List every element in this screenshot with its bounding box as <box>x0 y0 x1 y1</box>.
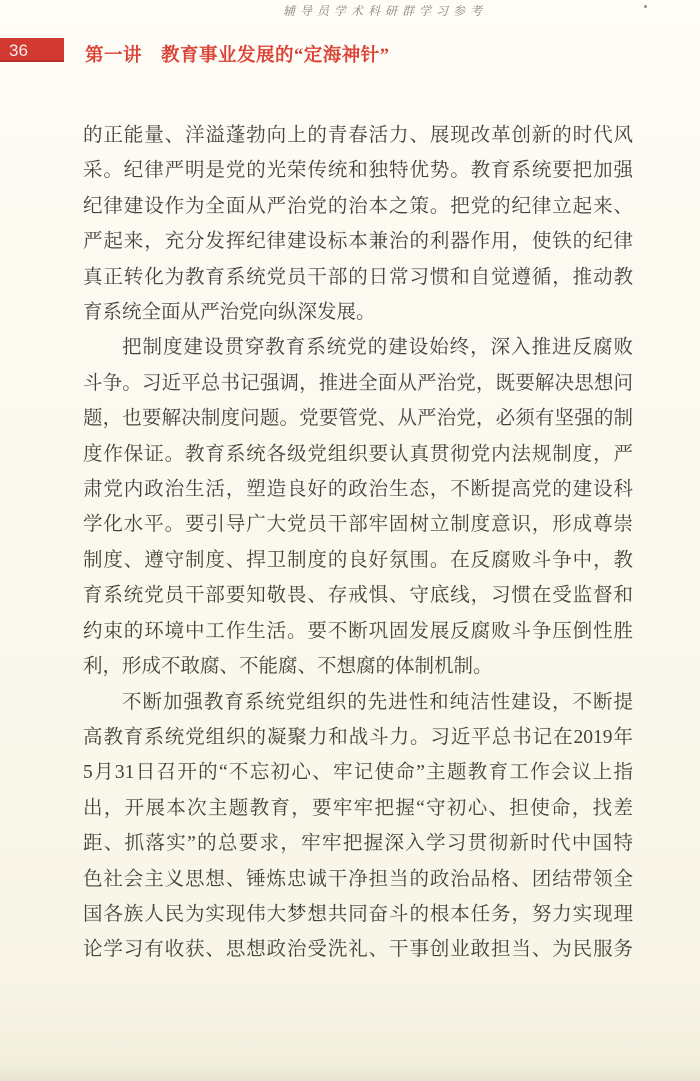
text-line: 采。纪律严明是党的光荣传统和独特优势。教育系统要把加强 <box>83 160 633 182</box>
text-line: 制度、遵守制度、捍卫制度的良好氛围。在反腐败斗争中，教 <box>83 549 633 571</box>
text-line: 肃党内政治生活，塑造良好的政治生态，不断提高党的建设科 <box>83 479 633 501</box>
text-line: 育系统全面从严治党向纵深发展。 <box>83 302 376 324</box>
body-text <box>83 118 633 968</box>
text-line: 出，开展本次主题教育，要牢牢把握“守初心、担使命，找差 <box>83 797 633 819</box>
text-line: 题，也要解决制度问题。党要管党、从严治党，必须有坚强的制 <box>83 408 633 430</box>
text-line: 纪律建设作为全面从严治党的治本之策。把党的纪律立起来、 <box>83 195 633 217</box>
text-line: 把制度建设贯穿教育系统党的建设始终，深入推进反腐败 <box>122 337 633 359</box>
text-line: 国各族人民为实现伟大梦想共同奋斗的根本任务，努力实现理 <box>83 903 633 925</box>
text-line: 色社会主义思想、锤炼忠诚干净担当的政治品格、团结带领全 <box>83 868 633 890</box>
page-number: 36 <box>9 40 28 60</box>
text-line: 真正转化为教育系统党员干部的日常习惯和自觉遵循，推动教 <box>83 266 633 288</box>
page-number-badge <box>0 38 64 62</box>
text-line: 5月31日召开的“不忘初心、牢记使命”主题教育工作会议上指 <box>83 762 633 784</box>
chapter-heading: 第一讲 教育事业发展的“定海神针” <box>85 46 390 66</box>
text-line: 约束的环境中工作生活。要不断巩固发展反腐败斗争压倒性胜 <box>83 620 633 642</box>
text-line: 斗争。习近平总书记强调，推进全面从严治党，既要解决思想问 <box>83 372 633 394</box>
text-line: 论学习有收获、思想政治受洗礼、干事创业敢担当、为民服务 <box>83 939 633 961</box>
text-line: 严起来，充分发挥纪律建设标本兼治的利器作用，使铁的纪律 <box>83 231 633 253</box>
text-line: 的正能量、洋溢蓬勃向上的青春活力、展现改革创新的时代风 <box>83 125 633 146</box>
text-line: 利，形成不敢腐、不能腐、不想腐的体制机制。 <box>83 656 493 678</box>
text-line: 育系统党员干部要知敬畏、存戒惧、守底线，习惯在受监督和 <box>83 585 633 607</box>
text-line: 高教育系统党组织的凝聚力和战斗力。习近平总书记在2019年 <box>83 726 633 748</box>
text-line: 度作保证。教育系统各级党组织要认真贯彻党内法规制度，严 <box>83 443 633 465</box>
text-line: 学化水平。要引导广大党员干部牢固树立制度意识，形成尊崇 <box>83 514 633 536</box>
text-line: 不断加强教育系统党组织的先进性和纯洁性建设，不断提 <box>122 691 633 713</box>
scan-speck <box>644 5 647 8</box>
text-line: 距、抓落实”的总要求，牢牢把握深入学习贯彻新时代中国特 <box>83 833 633 855</box>
running-header: 辅导员学术科研群学习参考 <box>283 4 488 18</box>
